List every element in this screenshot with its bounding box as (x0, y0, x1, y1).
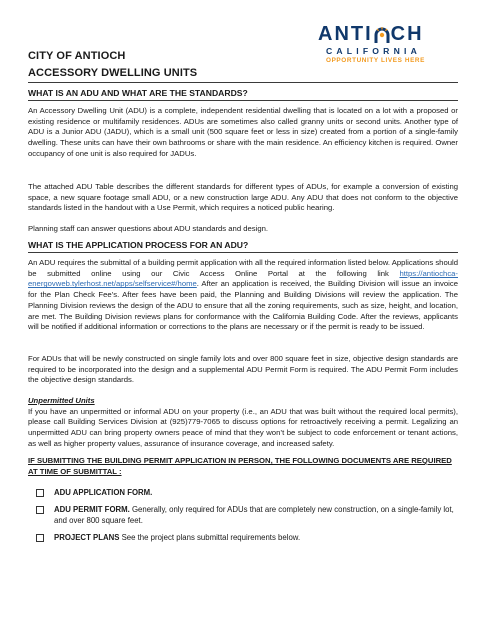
application-process-paragraph: An ADU requires the submittal of a building permit application with all the required information listed below. Applications should be submitted online using our Civic Access Online Portal at the following link https://antiochca-energovweb.tylerhost.net/apps/selfservice#/home. After an application is received, the Building Division will issue an invoice for the Plan Check Fee’s. After fees have been paid, the Planning and Building Divisions will review the application. The Planning Division reviews the design of the ADU to ensure that all the zoning requirements, such as size, height, and location, are met. The Building Division reviews plans for conformance with the California Building Code. After the reviews, applicants will be notified if additional information or corrections to the plans are necessary or if the permit is ready to be issued. (28, 258, 458, 332)
checkbox-icon (36, 534, 44, 542)
in-person-submittal-note: IF SUBMITTING THE BUILDING PERMIT APPLICATION IN PERSON, THE FOLLOWING DOCUMENTS ARE REQUIRED AT TIME OF SUBMITTAL : (28, 456, 452, 476)
section-heading-standards: WHAT IS AN ADU AND WHAT ARE THE STANDARDS? (28, 88, 248, 98)
antioch-logo (318, 24, 458, 74)
city-title: CITY OF ANTIOCH (28, 50, 126, 62)
checklist-item: ADU PERMIT FORM. Generally, only required for ADUs that are completely new construction, on a single-family lot, and over 800 square feet. (36, 504, 456, 526)
checkbox-icon (36, 489, 44, 497)
section-divider (28, 252, 458, 253)
unpermitted-units-paragraph: If you have an unpermitted or informal ADU on your property (i.e., an ADU that was built without the required local permits), please call Building Services Division at (925)779-7065 to discuss options for retroactively receiving a permit. Legalizing an unpermitted ADU can bring property owners peace of mind that they won’t be subject to code enforcement or tenant actions, as well as higher property values, assurance of insurance coverage, and increased safety. (28, 406, 458, 448)
adu-table-paragraph: The attached ADU Table describes the different standards for different types of ADUs, for example a conversion of existing space, a new square footage small ADU, or a new construction large ADU. Any ADU that does not conform to the objective standards listed in the handout with a Use Permit, which requires a noticed public hearing. (28, 182, 458, 213)
section-divider (28, 100, 458, 101)
civic-access-portal-link[interactable]: https://antiochca-energovweb.tylerhost.net/apps/selfservice#/home (28, 268, 458, 289)
checklist-item: ADU APPLICATION FORM. (36, 487, 456, 498)
logo-wordmark: ANTI CH (318, 23, 424, 45)
adu-definition-paragraph: An Accessory Dwelling Unit (ADU) is a complete, independent residential dwelling that is located on a lot with a proposed or existing residence or multifamily residences. ADUs are sometimes also called granny units or second units. Another type of ADU is a Junior ADU (JADU), which is a small unit (500 square feet or less in size) created from a portion of a single-family dwelling. These units can have their own bathrooms or share with the main residence. An efficiency kitchen is required. Owner occupancy of one unit is also required for JADUs. (28, 106, 458, 158)
document-title: ACCESSORY DWELLING UNITS (28, 67, 198, 79)
logo-subtitle: CALIFORNIA (326, 46, 421, 56)
unpermitted-units-block (28, 396, 458, 450)
sun-icon (374, 26, 390, 44)
checkbox-icon (36, 506, 44, 514)
header-divider (28, 82, 458, 83)
design-standards-paragraph: For ADUs that will be newly constructed on single family lots and over 800 square feet in size, objective design standards are required to be incorporated into the design and a supplemental ADU Permit Form is required. The ADU Permit Form includes the objective design standards. (28, 354, 458, 385)
document-header (28, 48, 197, 82)
checklist-item: PROJECT PLANS See the project plans submittal requirements below. (36, 532, 456, 543)
section-heading-process: WHAT IS THE APPLICATION PROCESS FOR AN ADU? (28, 240, 249, 250)
unpermitted-units-label: Unpermitted Units (28, 396, 95, 405)
submittal-checklist (36, 487, 456, 549)
logo-tagline: OPPORTUNITY LIVES HERE (326, 57, 426, 64)
planning-staff-paragraph: Planning staff can answer questions about ADU standards and design. (28, 224, 269, 233)
